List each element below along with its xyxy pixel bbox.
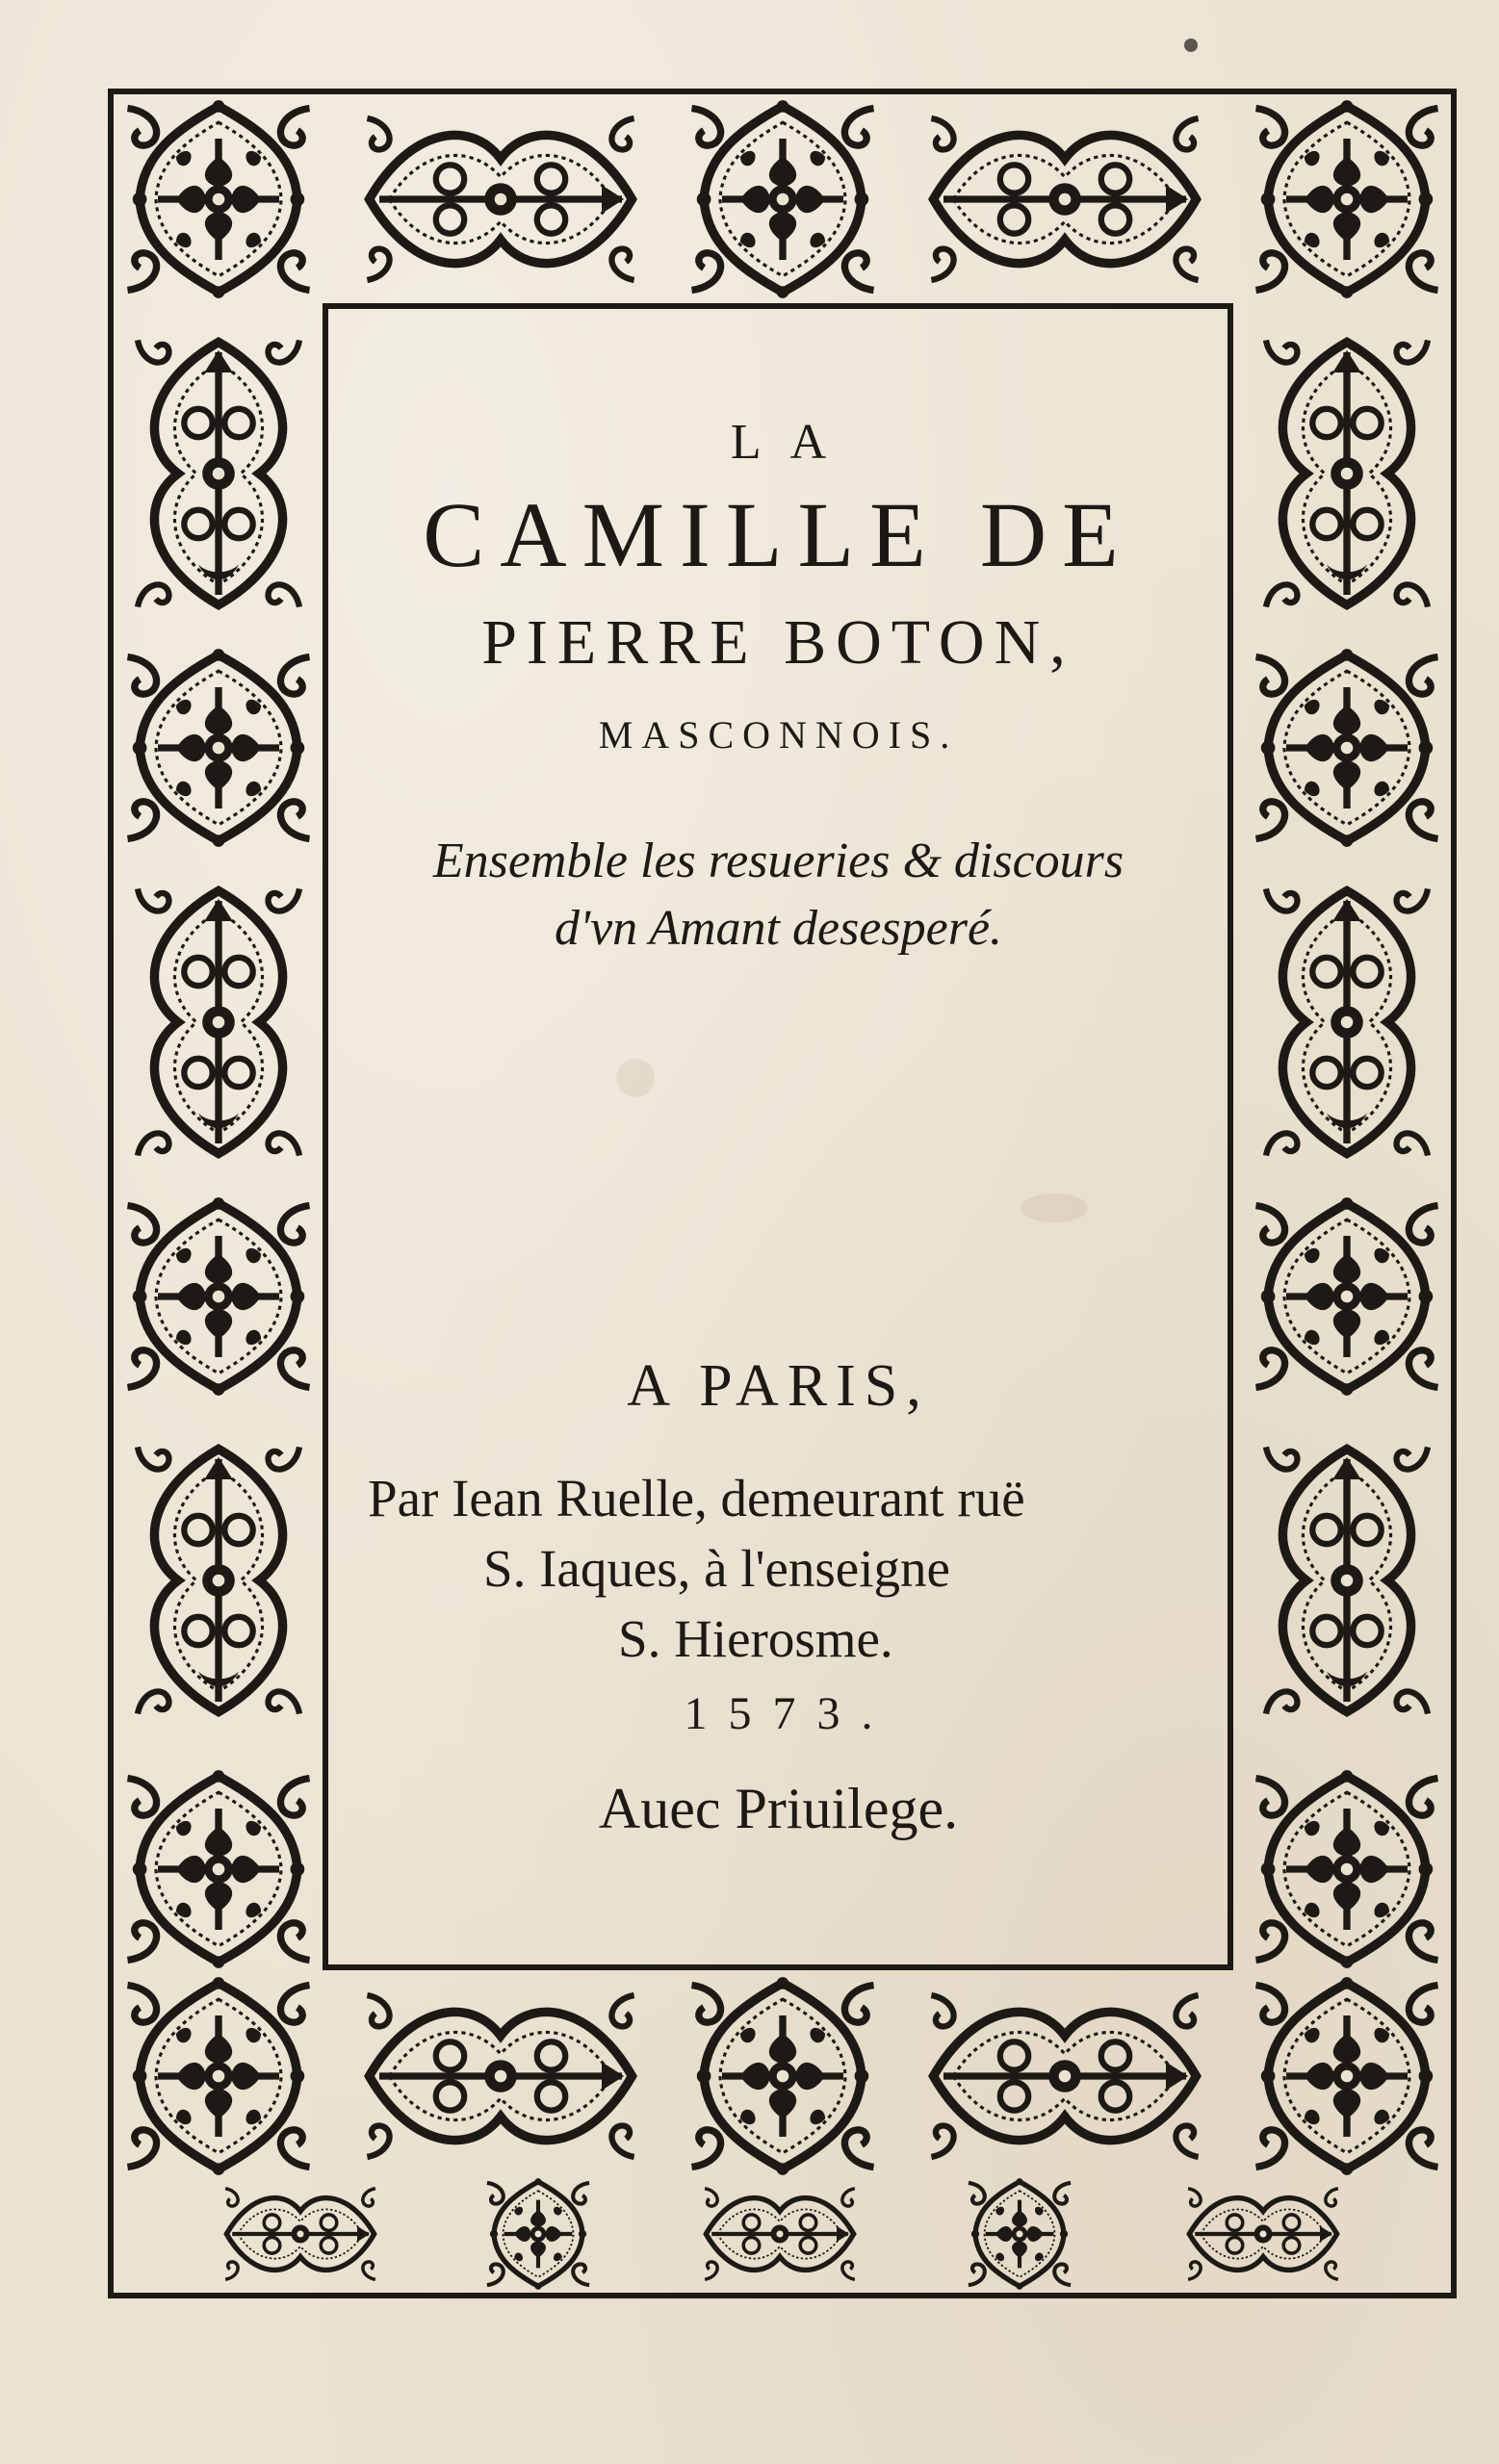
- title-line-camille: CAMILLE DE: [423, 483, 1134, 586]
- border-bottom-row: [117, 1975, 1448, 2291]
- border-top-row: [117, 98, 1448, 300]
- printer-line-2: S. Iaques, à l'enseigne: [483, 1539, 950, 1598]
- title-line-la: LA: [730, 415, 856, 470]
- author-origin-line: MASCONNOIS.: [598, 713, 959, 757]
- printer-line-1: Par Iean Ruelle, demeurant ruë: [368, 1469, 1025, 1527]
- privilege-line: Auec Priuilege.: [598, 1777, 959, 1840]
- border-right-column: [1246, 340, 1448, 1970]
- author-line: PIERRE BOTON,: [481, 607, 1075, 678]
- border-left-column: [117, 340, 320, 1970]
- imprint-year: 1573.: [684, 1688, 894, 1739]
- printer-line-3: S. Hierosme.: [618, 1609, 893, 1668]
- title-panel: [329, 308, 1228, 1964]
- subtitle-line-1: Ensemble les resueries & discours: [432, 834, 1124, 888]
- imprint-place: A PARIS,: [627, 1353, 930, 1419]
- subtitle-line-2: d'vn Amant desesperé.: [554, 901, 1003, 956]
